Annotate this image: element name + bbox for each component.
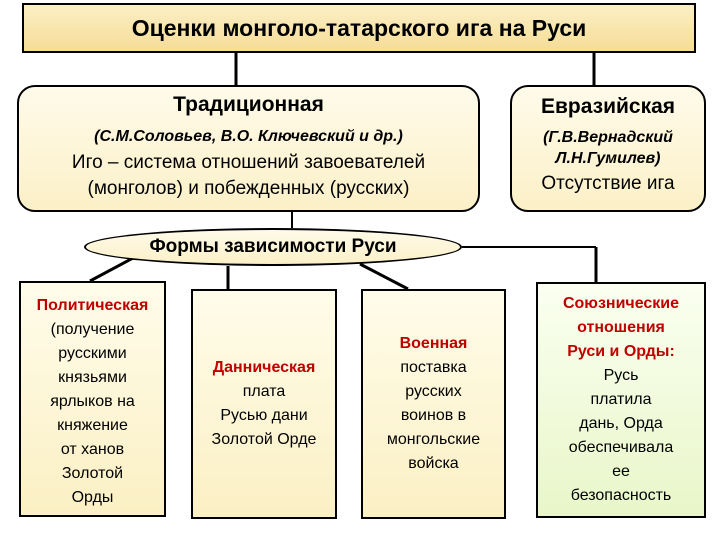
- form-political-line: княжение: [57, 417, 128, 434]
- forms-of-dependence-oval: [84, 228, 462, 266]
- form-tribute-title: Данническая: [212, 359, 316, 376]
- eurasian-authors-line2: Л.Н.Гумилев): [555, 150, 661, 167]
- traditional-authors: (С.М.Соловьев, В.О. Ключевский и др.): [94, 128, 403, 145]
- eurasian-definition: Отсутствие ига: [541, 173, 675, 194]
- form-alliance-line: ее: [612, 463, 630, 480]
- form-military-line: русских: [405, 383, 462, 400]
- traditional-heading: Традиционная: [173, 93, 324, 116]
- form-military-box: [361, 289, 506, 519]
- traditional-definition-line2: (монголов) и побежденных (русских): [87, 178, 410, 199]
- form-political-title: Политическая: [36, 297, 149, 314]
- form-military-line: поставка: [400, 359, 467, 376]
- form-alliance-line: дань, Орда: [579, 415, 663, 432]
- form-political-box: [19, 281, 166, 517]
- form-political-line: ярлыков на: [50, 393, 135, 410]
- form-military-line: монгольские: [386, 431, 481, 448]
- form-tribute-line: Золотой Орде: [211, 431, 317, 448]
- form-alliance-line: Русь: [603, 367, 639, 384]
- diagram-title-box: [22, 3, 696, 53]
- forms-heading: Формы зависимости Руси: [149, 236, 397, 257]
- eurasian-authors-line1: (Г.В.Вернадский: [543, 129, 673, 146]
- form-political-line: князьями: [58, 369, 127, 386]
- form-political-line: Орды: [71, 489, 114, 506]
- form-political-line: русскими: [58, 345, 127, 362]
- form-alliance-line: обеспечивала: [568, 439, 674, 456]
- form-alliance-title-line: отношения: [577, 319, 665, 336]
- form-political-line: Золотой: [61, 465, 124, 482]
- form-alliance-line: безопасность: [570, 487, 672, 504]
- form-tribute-box: [191, 289, 337, 519]
- eurasian-view-box: [510, 85, 706, 212]
- form-tribute-line: плата: [242, 383, 286, 400]
- form-alliance-line: платила: [590, 391, 652, 408]
- form-alliance-title-line: Руси и Орды:: [567, 343, 675, 360]
- connector-forms-political: [90, 258, 133, 281]
- diagram-title: Оценки монголо-татарского ига на Руси: [131, 14, 587, 41]
- form-military-line: войска: [408, 455, 459, 472]
- form-tribute-line: Русью дани: [220, 407, 308, 424]
- form-military-title: Военная: [399, 335, 468, 352]
- traditional-definition-line1: Иго – система отношений завоевателей: [71, 152, 426, 173]
- form-alliance-box: [536, 282, 706, 518]
- traditional-view-box: [17, 85, 480, 212]
- form-alliance-title-line: Союзнические: [562, 295, 680, 312]
- form-military-line: воинов в: [400, 407, 467, 424]
- form-political-line: (получение: [50, 321, 135, 338]
- eurasian-heading: Евразийская: [540, 95, 676, 118]
- connector-forms-military: [360, 264, 408, 289]
- form-political-line: от ханов: [60, 441, 125, 458]
